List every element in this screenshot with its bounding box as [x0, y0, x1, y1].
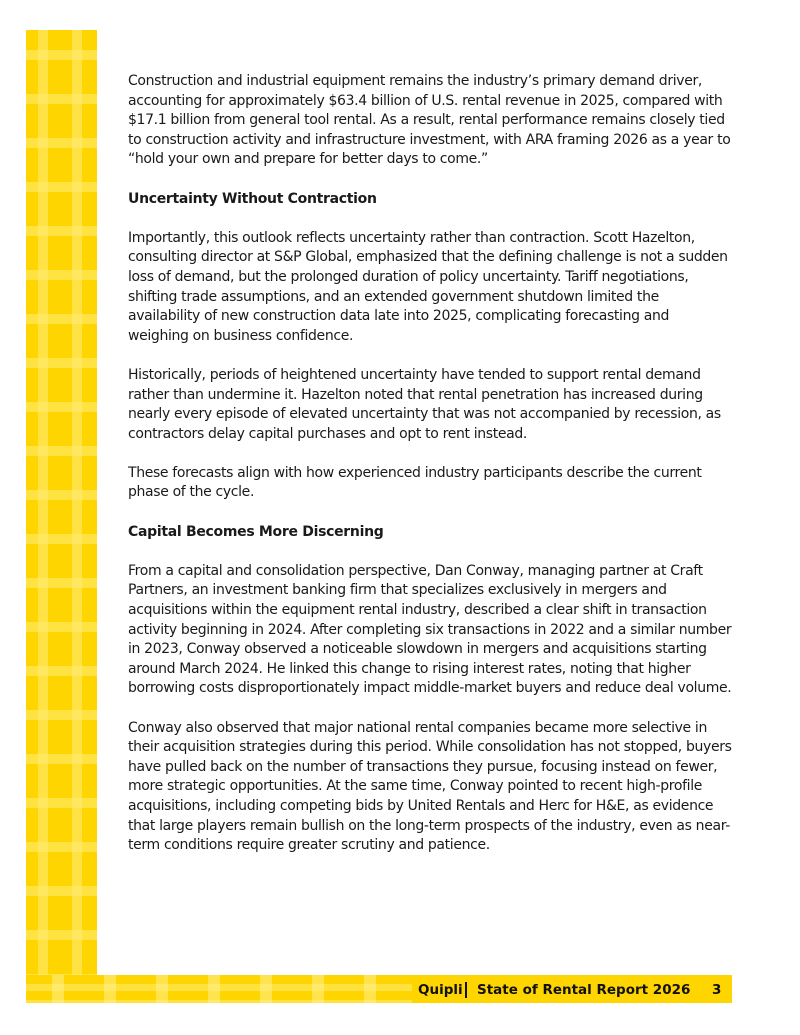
section-heading-uncertainty: Uncertainty Without Contraction: [128, 190, 377, 207]
footer-separator: [465, 982, 467, 998]
section-heading-capital: Capital Becomes More Discerning: [128, 523, 384, 540]
footer-brand: Quipli: [418, 982, 463, 998]
paragraph-national-companies: Conway also observed that major national rental companies became more selective in their acquisition strategies during this period. While consolidation has not stopped, buyers have pulled back on the number of transactions they pursue, focusing instead on fewer, more strategic opportunities. At the same time, Conway pointed to recent high-profile acquisitions, including competing bids by United Rentals and Herc for H&E, as evidence that large players remain bullish on the long-term prospects of the industry, even as near-term conditions require greater scrutiny and patience.: [128, 719, 732, 854]
article-body: [128, 72, 732, 875]
page-number: 3: [712, 982, 722, 998]
decorative-side-stripe: [26, 30, 97, 1002]
footer-report-title: State of Rental Report 2026: [477, 982, 691, 998]
paragraph-demand-driver: Construction and industrial equipment remains the industry’s primary demand driver, accounting for approximately $63.4 billion of U.S. rental revenue in 2025, compared with $17.1 billion from general tool rental. As a result, rental performance remains closely tied to construction activity and infrastructure investment, with ARA framing 2026 as a year to “hold your own and prepare for better days to come.”: [128, 73, 731, 168]
paragraph-uncertainty-outlook: Importantly, this outlook reflects uncertainty rather than contraction. Scott Hazelton, consulting director at S&P Global, emphasized that the defining challenge is not a sudden loss of demand, but the prolonged duration of policy uncertainty. Tariff negotiations, shifting trade assumptions, and an extended government shutdown limited the availability of new construction data late into 2025, complicating forecasting and weighing on business confidence.: [128, 229, 728, 344]
paragraph-forecast-alignment: These forecasts align with how experienced industry participants describe the current phase of the cycle.: [128, 464, 702, 501]
paragraph-capital-consolidation: From a capital and consolidation perspective, Dan Conway, managing partner at Craft Partners, an investment banking firm that specializes exclusively in mergers and acquisitions within the equipment rental industry, described a clear shift in transaction activity beginning in 2024. After completing six transactions in 2022 and a similar number in 2023, Conway observed a noticeable slowdown in mergers and acquisitions starting around March 2024. He linked this change to rising interest rates, noting that higher borrowing costs disproportionately impact middle-market buyers and reduce deal volume.: [128, 562, 732, 697]
paragraph-historical-uncertainty: Historically, periods of heightened uncertainty have tended to support rental demand rather than undermine it. Hazelton noted that rental penetration has increased during nearly every episode of elevated uncertainty that was not accompanied by recession, as contractors delay capital purchases and opt to rent instead.: [128, 366, 721, 442]
